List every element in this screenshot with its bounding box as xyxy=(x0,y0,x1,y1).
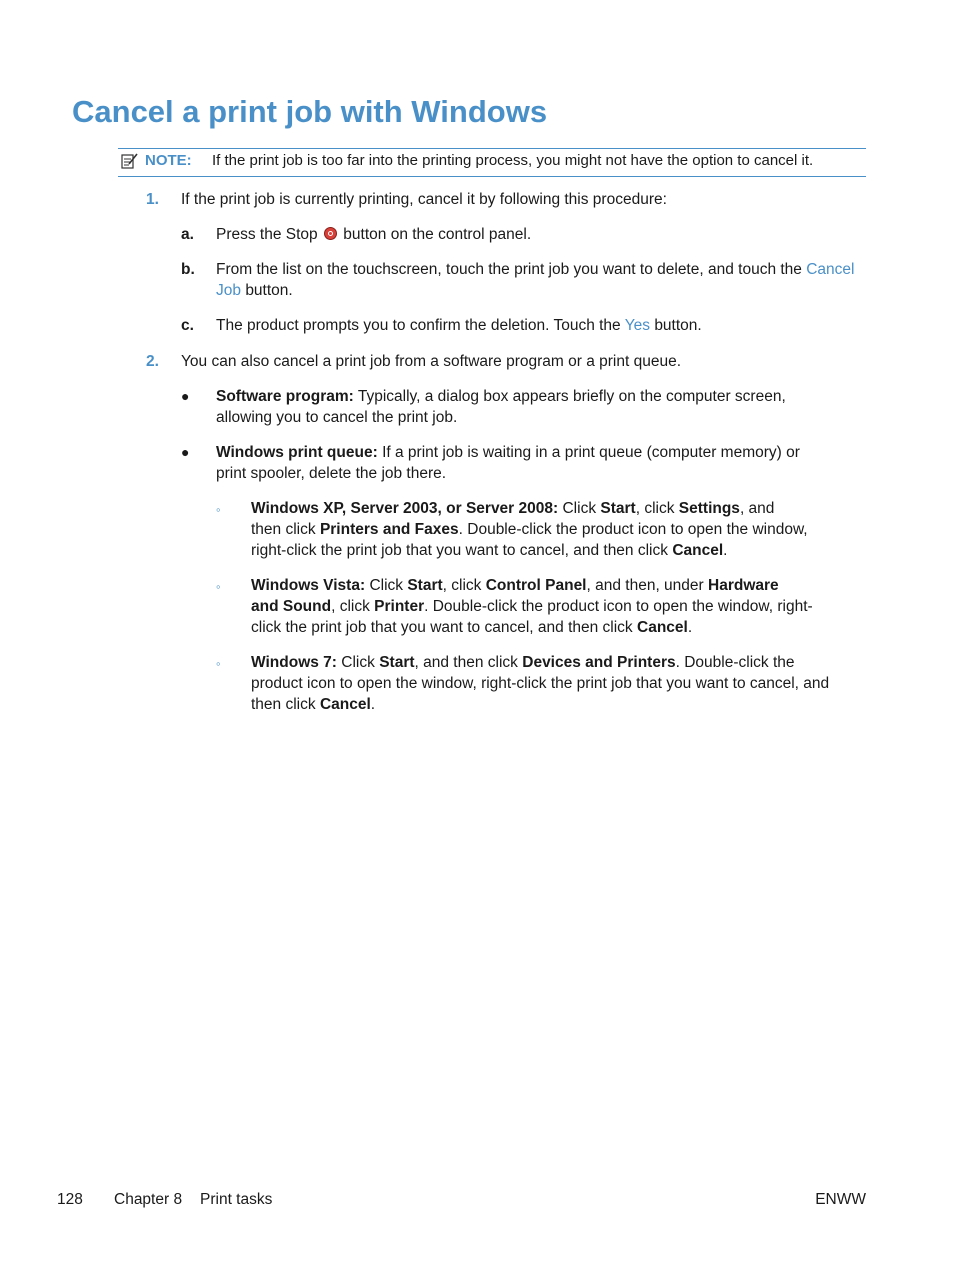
windows-7-item: Windows 7: Click Start, and then click Devices and Printers. Double-click the product icon to open the window, right-click the print job that you want to cancel, and then click Cancel. xyxy=(251,654,830,713)
step-2-number: 2. xyxy=(146,353,159,370)
step-1-number: 1. xyxy=(146,191,159,208)
yes-label: Yes xyxy=(624,317,650,334)
note-icon xyxy=(120,152,138,170)
cancel-job-label-cont: Job xyxy=(216,282,241,299)
windows-vista-item: Windows Vista: Click Start, click Control Panel, and then, under Hardware and Sound, click Printer. Double-click the product icon to open the window, right- click the print job that you want to cancel, and then click Cancel. xyxy=(251,577,813,636)
footer-code: ENWW xyxy=(815,1191,866,1208)
sub-bullet-xp: ◦ xyxy=(216,502,221,517)
bullet-queue: ● xyxy=(181,444,190,460)
step-1a-text: Press the Stop button on the control panel. xyxy=(216,226,532,243)
cancel-job-label: Cancel xyxy=(806,261,855,278)
step-1c-text: The product prompts you to confirm the deletion. Touch the Yes button. xyxy=(216,317,702,334)
step-1-text: If the print job is currently printing, cancel it by following this procedure: xyxy=(181,191,667,208)
footer-section: Print tasks xyxy=(200,1191,273,1208)
print-queue-item: Windows print queue: If a print job is waiting in a print queue (computer memory) or print spooler, delete the job there. xyxy=(216,444,800,482)
stop-icon xyxy=(324,227,337,240)
note-box xyxy=(118,148,866,177)
software-program-item: Software program: Typically, a dialog box appears briefly on the computer screen, allowing you to cancel the print job. xyxy=(216,388,786,426)
bullet-software: ● xyxy=(181,388,190,404)
footer-chapter: Chapter 8 xyxy=(114,1191,183,1208)
step-1c-label: c. xyxy=(181,317,194,334)
step-1a-label: a. xyxy=(181,226,194,243)
sub-bullet-vista: ◦ xyxy=(216,579,221,594)
step-2-text: You can also cancel a print job from a software program or a print queue. xyxy=(181,353,682,370)
step-1b-text: From the list on the touchscreen, touch the print job you want to delete, and touch the Cancel Job button. xyxy=(216,261,855,299)
sub-bullet-win7: ◦ xyxy=(216,656,221,671)
windows-xp-item: Windows XP, Server 2003, or Server 2008: Click Start, click Settings, and then click Printers and Faxes. Double-click the product icon to open the window, right-click the print job that you want to cancel, and then click Cancel. xyxy=(251,500,808,559)
footer-page-number: 128 xyxy=(57,1191,83,1208)
note-label: NOTE: xyxy=(145,152,192,169)
note-text: If the print job is too far into the printing process, you might not have the option to cancel it. xyxy=(212,152,814,169)
page-title: Cancel a print job with Windows xyxy=(72,94,548,129)
step-1b-label: b. xyxy=(181,261,195,278)
